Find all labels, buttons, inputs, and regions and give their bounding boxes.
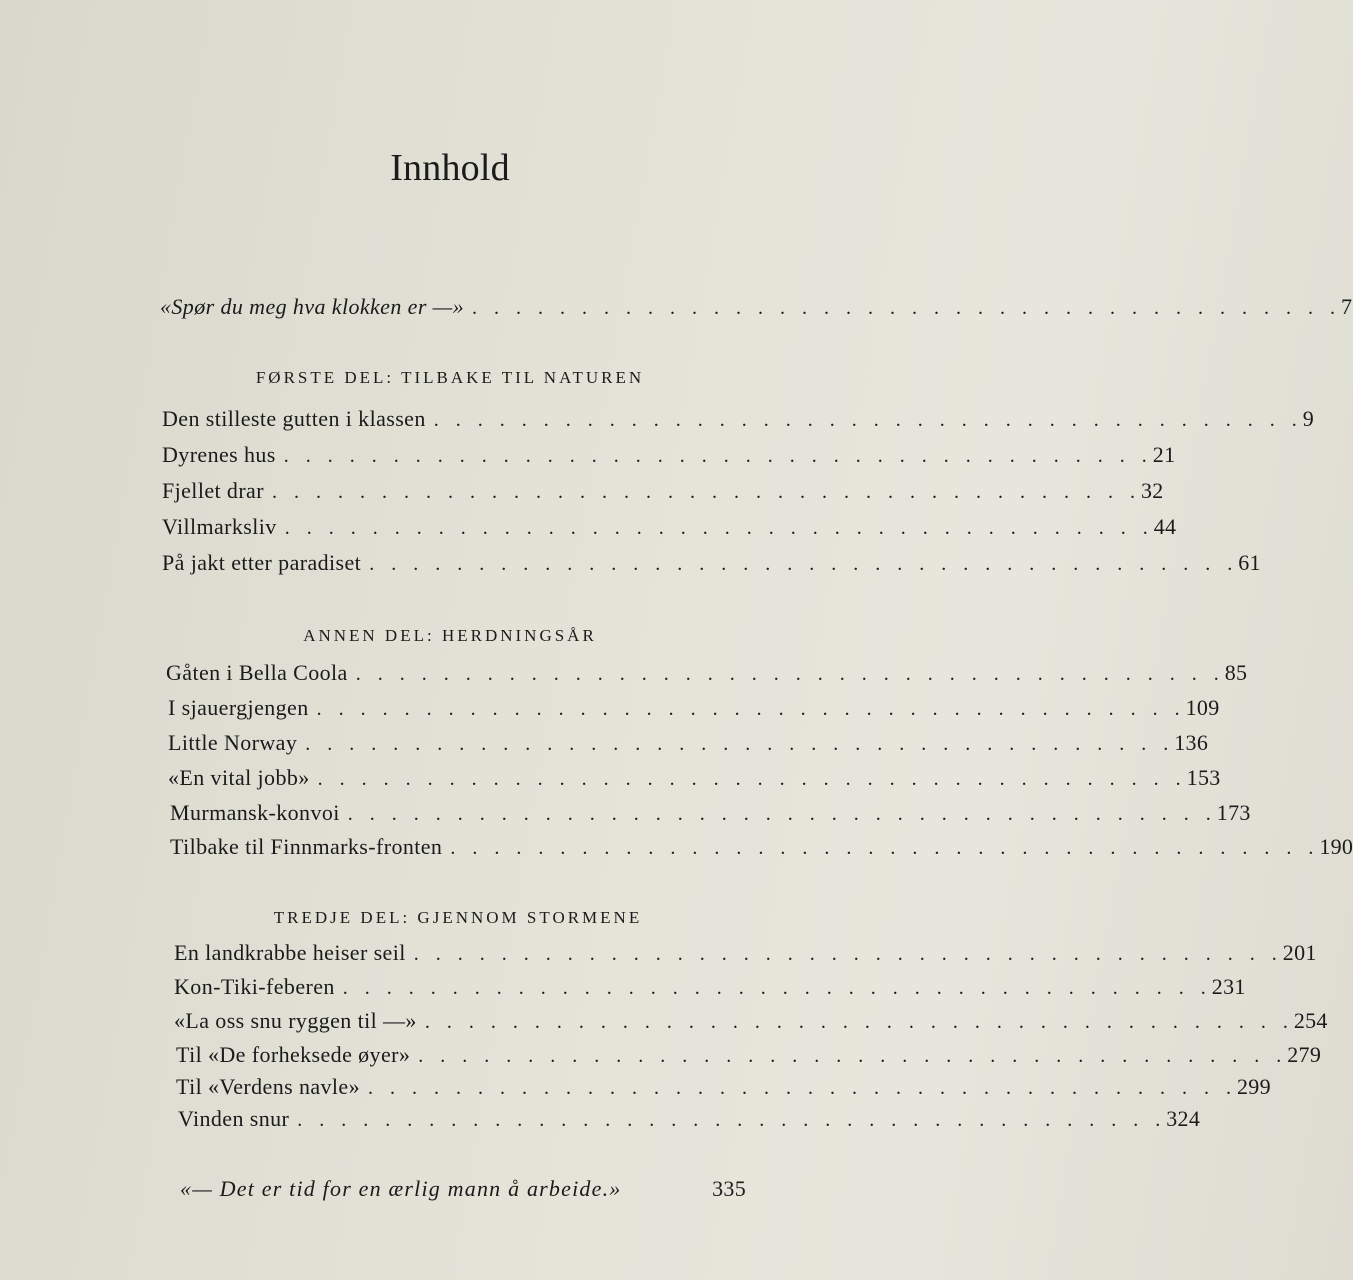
leader-dots: . . . . . . . . . . . . . . . . . . . . . . . . . . . . . . . . . . . . . . . . xyxy=(418,1045,1288,1067)
leader-dots: . . . . . . . . . . . . . . . . . . . . . . . . . . . . . . . . . . . . . . . . xyxy=(297,1109,1167,1131)
leader-dots: . . . . . . . . . . . . . . . . . . . . . . . . . . . . . . . . . . . . . . . . xyxy=(450,837,1320,859)
toc-entry xyxy=(170,834,1353,870)
toc-entry-page: 109 xyxy=(1185,695,1220,720)
toc-entry-page: 254 xyxy=(1293,1008,1328,1033)
toc-entry-page: 44 xyxy=(1153,514,1177,539)
leader-dots: . . . . . . . . . . . . . . . . . . . . . . . . . . . . . . . . . . . . . . . . xyxy=(369,553,1239,575)
section-heading-part-3: TREDJE DEL: GJENNOM STORMENE xyxy=(273,908,643,927)
toc-entry xyxy=(162,478,1164,514)
toc-entry-label: Gåten i Bella Coola xyxy=(166,660,348,685)
toc-entry-page: 61 xyxy=(1238,550,1261,575)
leader-dots: . . . . . . . . . . . . . . . . . . . . . . . . . . . . . . . . . . . . . . . . xyxy=(284,517,1154,539)
toc-entry xyxy=(162,442,1176,478)
toc-entry xyxy=(166,660,1248,696)
toc-entry xyxy=(170,800,1251,836)
page-title: Innhold xyxy=(390,147,510,189)
toc-entry xyxy=(168,765,1221,801)
leader-dots: . . . . . . . . . . . . . . . . . . . . . . . . . . . . . . . . . . . . . . . . xyxy=(355,663,1225,685)
leader-dots: . . . . . . . . . . . . . . . . . . . . . . . . . . . . . . . . . . . . . . . . xyxy=(305,733,1175,755)
toc-entry-label: Kon-Tiki-feberen xyxy=(174,974,335,999)
toc-entry-page: 9 xyxy=(1302,406,1315,431)
toc-entry-page: 190 xyxy=(1319,834,1353,859)
toc-entry-label: Til «De forheksede øyer» xyxy=(176,1042,411,1067)
toc-entry-page: 136 xyxy=(1174,730,1209,755)
toc-entry xyxy=(174,940,1317,976)
toc-entry-page: 279 xyxy=(1287,1042,1322,1067)
toc-entry-page: 85 xyxy=(1224,660,1248,685)
toc-entry-page: 21 xyxy=(1152,442,1176,467)
toc-entry-label: Til «Verdens navle» xyxy=(176,1074,360,1099)
toc-entry xyxy=(176,1074,1271,1110)
toc-entry-page: 7 xyxy=(1341,294,1353,319)
toc-entry-label: Villmarksliv xyxy=(162,514,277,539)
toc-entry-prologue xyxy=(160,294,1353,330)
leader-dots: . . . . . . . . . . . . . . . . . . . . . . . . . . . . . . . . . . . . . . . . xyxy=(413,943,1283,965)
toc-entry-label: Little Norway xyxy=(168,730,298,755)
toc-entry xyxy=(174,974,1246,1010)
leader-dots: . . . . . . . . . . . . . . . . . . . . . . . . . . . . . . . . . . . . . . . . xyxy=(424,1011,1294,1033)
section-heading-part-1: FØRSTE DEL: TILBAKE TIL NATUREN xyxy=(255,368,645,387)
toc-entry-page: 32 xyxy=(1140,478,1164,503)
leader-dots: . . . . . . . . . . . . . . . . . . . . . . . . . . . . . . . . . . . . . . . . xyxy=(317,768,1187,790)
leader-dots: . . . . . . . . . . . . . . . . . . . . . . . . . . . . . . . . . . . . . . . . xyxy=(283,445,1153,467)
toc-entry-label: Fjellet drar xyxy=(162,478,264,503)
toc-entry-label: En landkrabbe heiser seil xyxy=(174,940,406,965)
toc-entry-label: I sjauergjengen xyxy=(168,695,309,720)
toc-entry-page: 173 xyxy=(1216,800,1251,825)
toc-entry-page: 299 xyxy=(1237,1074,1271,1099)
toc-entry-label: Murmansk-konvoi xyxy=(170,800,340,825)
toc-entry-label: «En vital jobb» xyxy=(168,765,310,790)
toc-entry-page: 335 xyxy=(712,1176,746,1201)
leader-dots: . . . . . . . . . . . . . . . . . . . . . . . . . . . . . . . . . . . . . . . . xyxy=(316,698,1186,720)
toc-entry xyxy=(162,514,1177,550)
toc-entry xyxy=(168,695,1220,731)
toc-entry xyxy=(178,1106,1201,1142)
toc-entry xyxy=(174,1008,1328,1044)
toc-entry-label: Vinden snur xyxy=(178,1106,290,1131)
leader-dots: . . . . . . . . . . . . . . . . . . . . . . . . . . . . . . . . . . . . . . . . xyxy=(347,803,1217,825)
toc-entry-epilogue xyxy=(180,1176,746,1212)
section-heading-part-2: ANNEN DEL: HERDNINGSÅR xyxy=(303,626,597,645)
toc-entry xyxy=(162,406,1315,442)
leader-dots: . . . . . . . . . . . . . . . . . . . . . . . . . . . . . . . . . . . . . . . . xyxy=(271,481,1141,503)
toc-entry-page: 324 xyxy=(1166,1106,1201,1131)
toc-entry-label: Dyrenes hus xyxy=(162,442,276,467)
toc-entry-label: Tilbake til Finnmarks-fronten xyxy=(170,834,443,859)
toc-entry-label: «Spør du meg hva klokken er —» xyxy=(160,294,465,319)
leader-dots: . . . . . . . . . . . . . . . . . . . . . . . . . . . . . . . . . . . . . . . . xyxy=(342,977,1212,999)
leader-dots: . . . . . . . . . . . . . . . . . . . . . . . . . . . . . . . . . . . . . . . . xyxy=(472,297,1342,319)
toc-entry xyxy=(162,550,1261,586)
toc-entry xyxy=(176,1042,1322,1078)
leader-dots: . . . . . . . . . . . . . . . . . . . . . . . . . . . . . . . . . . . . . . . . xyxy=(368,1077,1237,1099)
toc-entry-label: Den stilleste gutten i klassen xyxy=(162,406,426,431)
toc-entry xyxy=(168,730,1209,766)
leader-dots: . . . . . . . . . . . . . . . . . . . . . . . . . . . . . . . . . . . . . . . . xyxy=(433,409,1303,431)
toc-entry-label: På jakt etter paradiset xyxy=(162,550,362,575)
toc-entry-page: 201 xyxy=(1282,940,1317,965)
toc-entry-page: 231 xyxy=(1211,974,1246,999)
toc-entry-label: «La oss snu ryggen til —» xyxy=(174,1008,417,1033)
toc-entry-page: 153 xyxy=(1186,765,1221,790)
toc-entry-label: «— Det er tid for en ærlig mann å arbeide.» xyxy=(180,1176,622,1201)
